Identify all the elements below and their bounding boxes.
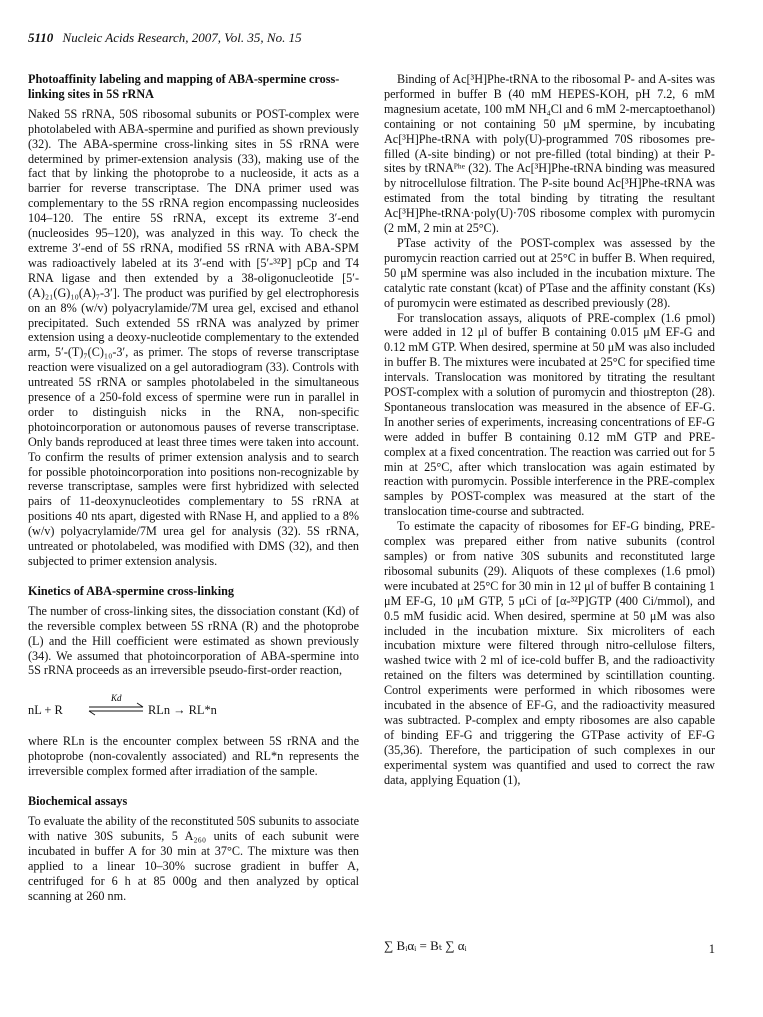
section-heading-kinetics: Kinetics of ABA-spermine cross-linking — [28, 583, 234, 598]
paragraph-kinetics-1: The number of cross-linking sites, the dissociation constant (Kd) of the reversible complex between 5S rRNA (R) and the photoprobe (L) and the Hill coefficient were estimated as shown previously (34). We assumed that photoincorporation of ABA-spermine into 5S rRNA proceeds as an irreversible pseudo-first-order reaction, — [28, 603, 359, 678]
section-heading-photoaffinity: Photoaffinity labeling and mapping of ABA-spermine cross-linking sites in 5S rRNA — [28, 72, 340, 101]
page-number: 5110 — [28, 30, 54, 45]
equation-1 — [384, 936, 715, 968]
running-header — [28, 30, 302, 46]
paragraph-biochemical-2: Binding of Ac[³H]Phe-tRNA to the ribosomal P- and A-sites was performed in buffer B (40 mM HEPES-KOH, pH 7.2, 6 mM magnesium acetate, 100 mM NH₄Cl and 6 mM 2-mercaptoethanol) containing or not containing 50 μM spermine, by incubating Ac[³H]Phe-tRNA with poly(U)-programmed 70S ribosomes pre-filled (A-site binding) or not pre-filled (total binding) at their P-sites by tRNAᴾʰᵉ (32). The Ac[³H]Phe-tRNA binding was measured by nitrocellulose filtration. The P-site bound Ac[³H]Phe-tRNA was estimated from the total binding by titrating the resultant Ac[³H]Phe-tRNA·poly(U)·70S ribosome complex with puromycin (2 mM, 2 min at 25°C). — [384, 72, 715, 236]
journal-citation: Nucleic Acids Research, 2007, Vol. 35, No. 15 — [62, 30, 302, 45]
paragraph-biochemical-3: PTase activity of the POST-complex was assessed by the puromycin reaction carried out at 25°C in buffer B. When required, 50 μM spermine was also included in the incubation mixture. The catalytic rate constant (kcat) of PTase and the affinity constant (Ks) of puromycin were estimated as described previously (28). — [384, 235, 715, 310]
paragraph-photoaffinity: Naked 5S rRNA, 50S ribosomal subunits or POST-complex were photolabeled with ABA-spermine and purified as shown previously (32). The ABA-spermine cross-linking sites in 5S rRNA were determined by primer-extension analysis (33), making use of the fact that by linking the photoprobe to a nucleoside, it acts as a barrier for reverse transcriptase. The DNA primer used was complementary to the 5S rRNA region encompassing nucleosides 104–120. The entire 5S rRNA, except its extreme 3′-end (nucleosides 95–120), was analyzed in this way. To check the extreme 3′-end of 5S rRNA, modified 5S rRNA with ABA-SPM was radioactively labeled at its 3′-end with [5′-³²P] pCp and T4 RNA ligase and then extended by a 38-oligonucleotide [5′-(A)₂₁(G)₁₀(A)₇-3′]. The product was purified by gel electrophoresis on an 8% (w/v) polyacrylamide/7M urea gel, excised and ethanol precipitated. Such extended 5S rRNA was analyzed by primer extension using a deoxy-nucleotide complementary to the extended arm, 5′-(T)₇(C)₁₀-3′, as primer. The stops of reverse transcriptase reaction were visualized on a gel autoradiogram (33). Controls with untreated 5S rRNA or samples photolabeled in the simultaneous presence of a 250-fold excess of spermine were run in parallel in order to distinguish nicks in the RNA, non-specific photoincorporation or autonomous pauses of reverse transcriptase. Only bands reproduced at least three times were taken into account. To confirm the results of primer extension analysis and to search for possible photoincorporation into positions non-recognizable by reverse transcriptase, samples were first hybridized with selected pairs of 11-deoxynucleotides complementary to 5S rRNA at positions 40 nts apart, digested with RNase H, and applied to a 8% (w/v) polyacrylamide/7M urea gel for analysis (32). 5S rRNA, untreated or photolabeled, was modified with DMS (32), and then subjected to primer extension analysis. — [28, 106, 359, 568]
equilibrium-arrow-icon — [85, 692, 147, 720]
equation-expression: ∑ Bᵢαᵢ = Bₜ ∑ αᵢ — [384, 938, 467, 953]
left-column — [28, 72, 359, 903]
reaction-rhs: RLn → RL*n — [148, 703, 217, 718]
paragraph-biochemical-5: To estimate the capacity of ribosomes for EF-G binding, PRE-complex was prepared either from native subunits (control samples) or from native 30S subunits and reconstituted large ribosomal subunits (29). Aliquots of these complexes (1.6 pmol) were incubated at 25°C for 30 min in 12 μl of buffer B containing 1 μM EF-G, 10 μM GTP, 5 μCi of [α-³²P]GTP (400 Ci/mmol), and 0.5 mM fusidic acid. When desired, spermine at 50 μM was also included in the incubation mixture. Six microliters of each incubation mixture were filtered through nitro-cellulose filters, washed twice with 2 ml of ice-cold buffer B, and the radioactivity retained on the filters was determined by scintillation counting. Control experiments were performed in which ribosomes were incubated in the absence of EF-G, and the radioactivity measured was subtracted. P-complex and empty ribosomes are also capable of binding EF-G and triggering the GTPase activity of EF-G (35,36). Therefore, the participation of such complexes in our experimental system was quantified and used to correct the raw data, applying Equation (1), — [384, 519, 715, 787]
equation-number: 1 — [708, 942, 715, 956]
reaction-lhs: nL + R — [28, 703, 63, 718]
paragraph-biochemical-1: To evaluate the ability of the reconstituted 50S subunits to associate with native 30S subunits, 5 A₂₆₀ units of each subunit were incubated in buffer A for 30 min at 37°C. The mixture was then applied to a linear 10–30% sucrose gradient in buffer A, centrifuged for 6 h at 85 000g and then analyzed by optical scanning at 260 nm. — [28, 813, 359, 903]
equilibrium-constant-label: Kd — [111, 693, 122, 704]
paragraph-kinetics-2: where RLn is the encounter complex between 5S rRNA and the photoprobe (non-covalently associated) and RL*n represents the irreversible complex formed after irradiation of the sample. — [28, 734, 359, 779]
paragraph-biochemical-4: For translocation assays, aliquots of PRE-complex (1.6 pmol) were added in 12 μl of buffer B containing 0.015 μM EF-G and 0.12 mM GTP. When desired, spermine at 50 μM was also included in buffer B. The mixtures were incubated at 25°C for specified time intervals. Translocation was monitored by titrating the resultant POST-complex with a solution of puromycin and thiostrepton (28). Spontaneous translocation was measured in the absence of EF-G. In another series of experiments, increasing concentrations of EF-G were added in buffer B containing 0.12 mM GTP and PRE-complex at a fixed concentration. The reaction was carried out for 5 min at 25°C, after which translocation was again estimated by reaction with puromycin. Possible interference in the PRE-complex samples by POST-complex was measured at the start of the translocation time-course and subtracted. — [384, 310, 715, 519]
right-column — [384, 72, 715, 788]
reaction-equation — [28, 692, 359, 722]
section-heading-biochemical: Biochemical assays — [28, 794, 128, 809]
